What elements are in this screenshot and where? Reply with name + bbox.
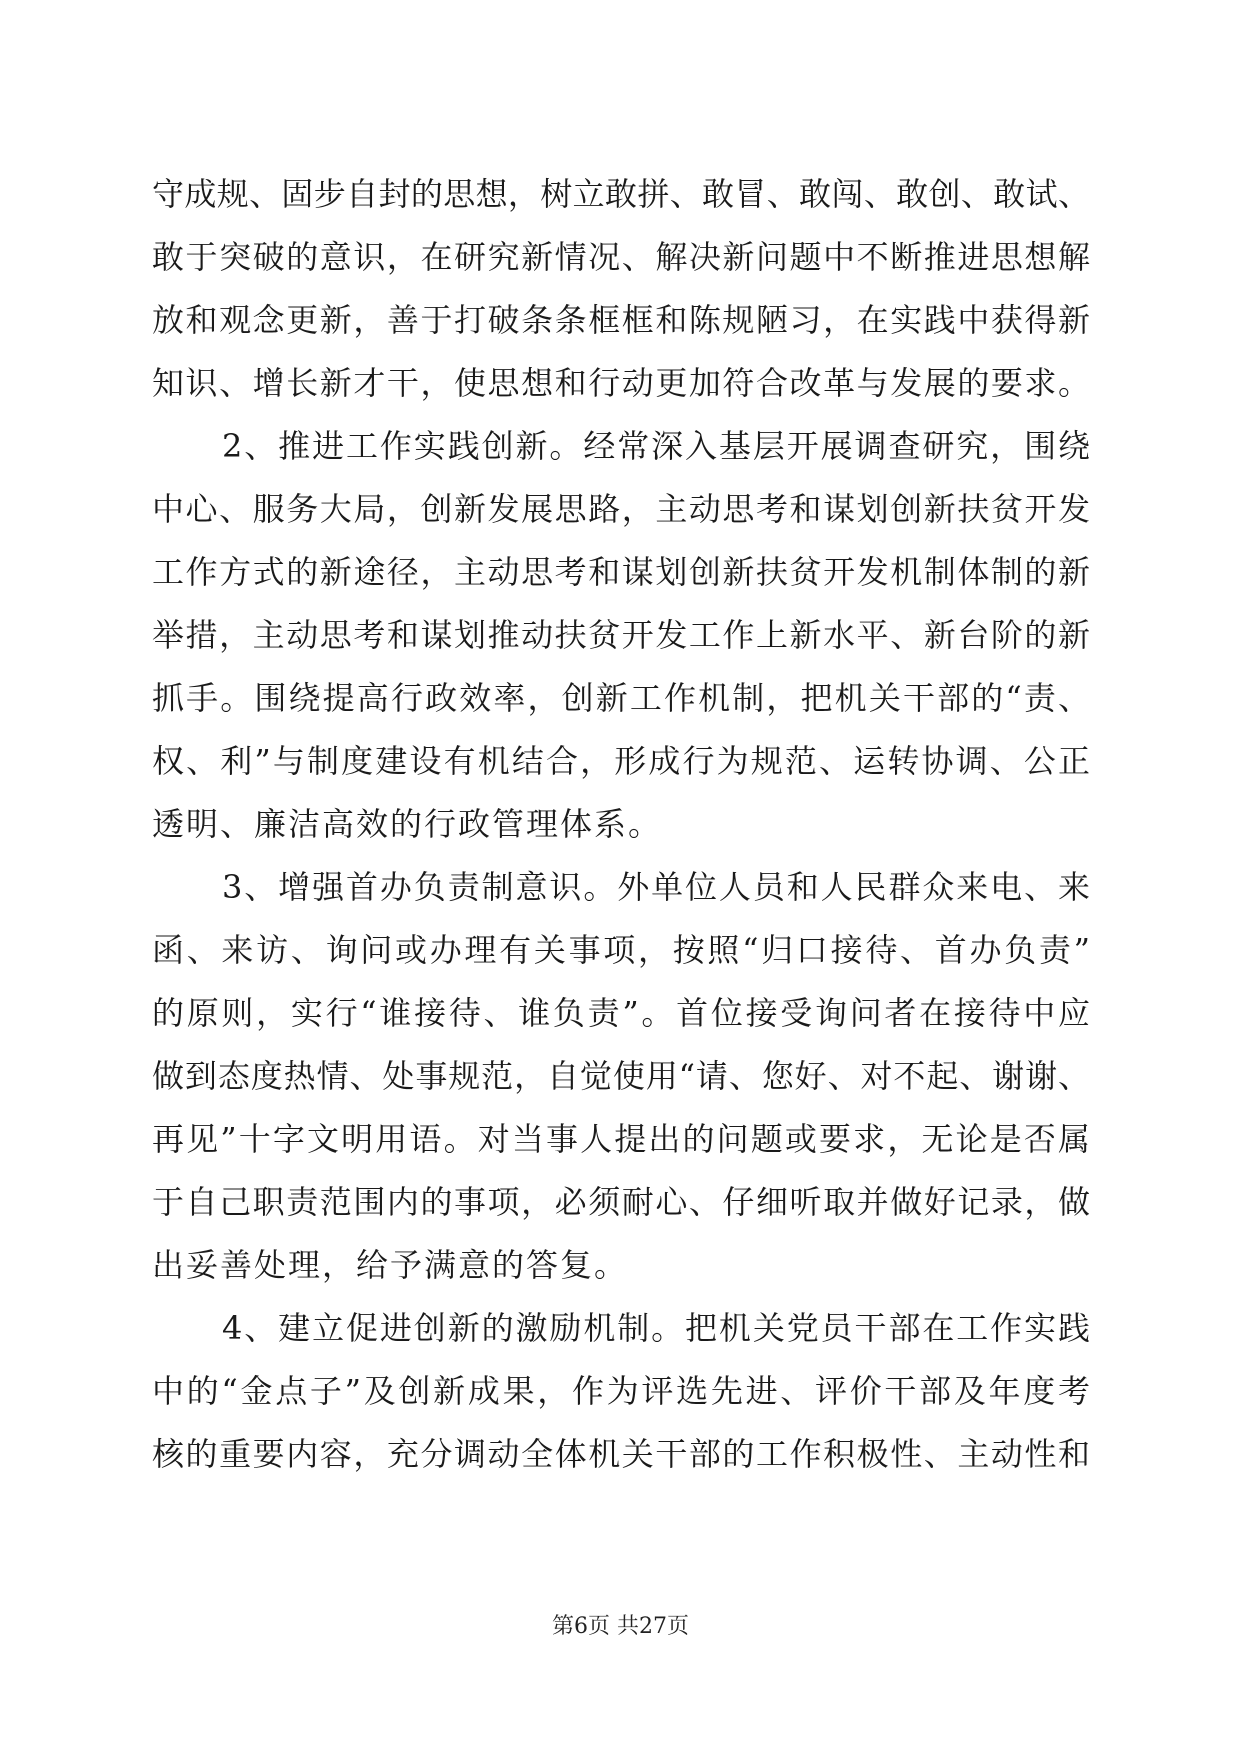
text-line: 中心、服务大局，创新发展思路，主动思考和谋划创新扶贫开发 bbox=[152, 490, 1090, 528]
text-line: 做到态度热情、处事规范，自觉使用“请、您好、对不起、谢谢、 bbox=[152, 1057, 1090, 1095]
text-line: 于自己职责范围内的事项，必须耐心、仔细听取并做好记录，做 bbox=[152, 1183, 1090, 1221]
text-line: 守成规、固步自封的思想，树立敢拼、敢冒、敢闯、敢创、敢试、 bbox=[152, 175, 1090, 213]
text-line: 出妥善处理，给予满意的答复。 bbox=[152, 1246, 629, 1284]
text-line: 2、推进工作实践创新。经常深入基层开展调查研究，围绕 bbox=[222, 427, 1090, 465]
text-line: 透明、廉洁高效的行政管理体系。 bbox=[152, 805, 663, 843]
text-line: 再见”十字文明用语。对当事人提出的问题或要求，无论是否属 bbox=[152, 1120, 1090, 1158]
text-line: 放和观念更新，善于打破条条框框和陈规陋习，在实践中获得新 bbox=[152, 301, 1090, 339]
text-line: 工作方式的新途径，主动思考和谋划创新扶贫开发机制体制的新 bbox=[152, 553, 1090, 591]
text-line: 举措，主动思考和谋划推动扶贫开发工作上新水平、新台阶的新 bbox=[152, 616, 1090, 654]
text-line: 的原则，实行“谁接待、谁负责”。首位接受询问者在接待中应 bbox=[152, 994, 1090, 1032]
text-line: 中的“金点子”及创新成果，作为评选先进、评价干部及年度考 bbox=[152, 1372, 1090, 1410]
text-line: 知识、增长新才干，使思想和行动更加符合改革与发展的要求。 bbox=[152, 364, 1090, 402]
text-line: 4、建立促进创新的激励机制。把机关党员干部在工作实践 bbox=[222, 1309, 1090, 1347]
text-line: 抓手。围绕提高行政效率，创新工作机制，把机关干部的“责、 bbox=[152, 679, 1090, 717]
text-line: 核的重要内容，充分调动全体机关干部的工作积极性、主动性和 bbox=[152, 1435, 1090, 1473]
text-line: 3、增强首办负责制意识。外单位人员和人民群众来电、来 bbox=[222, 868, 1090, 906]
document-body bbox=[152, 163, 1090, 1486]
text-line: 函、来访、询问或办理有关事项，按照“归口接待、首办负责” bbox=[152, 931, 1090, 969]
page-number-footer: 第6页 共27页 bbox=[552, 1614, 689, 1639]
text-line: 敢于突破的意识，在研究新情况、解决新问题中不断推进思想解 bbox=[152, 238, 1090, 276]
text-line: 权、利”与制度建设有机结合，形成行为规范、运转协调、公正 bbox=[152, 742, 1090, 780]
